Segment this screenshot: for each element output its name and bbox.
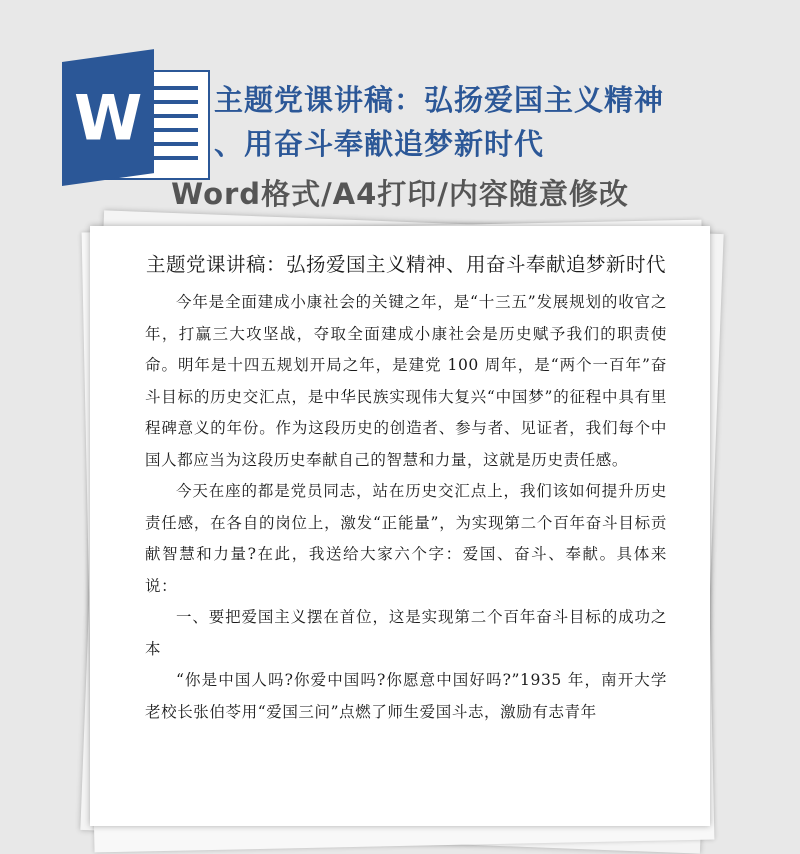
word-logo-block xyxy=(62,49,154,186)
banner-title-line2: 、用奋斗奉献追梦新时代 xyxy=(214,127,545,161)
document-paragraph: 今年是全面建成小康社会的关键之年，是“十三五”发展规划的收官之年，打赢三大攻坚战，夺取全面建成小康社会是历史赋予我们的职责使命。明年是十四五规划开局之年，是建党 100 周年，是“两个一百年”奋斗目标的历史交汇点，是中华民族实现伟大复兴“中国梦”的征程中具有里程碑意义的年份。作为这段历史的创造者、参与者、见证者，我们每个中国人都应当为这段历史奉献自己的智慧和力量，这就是历史责任感。 xyxy=(145,293,667,469)
banner-subtitle: Word格式/A4打印/内容随意修改 xyxy=(171,177,629,211)
word-logo-letter: W xyxy=(73,81,143,155)
document-paragraph: 今天在座的都是党员同志，站在历史交汇点上，我们该如何提升历史责任感，在各自的岗位上，激发“正能量”，为实现第二个百年奋斗目标贡献智慧和力量?在此，我送给大家六个字：爱国、奋斗、奉献。具体来说： xyxy=(145,482,667,595)
banner-title-line1: 主题党课讲稿：弘扬爱国主义精神 xyxy=(214,83,665,117)
document-title: 主题党课讲稿：弘扬爱国主义精神、用奋斗奉献追梦新时代 xyxy=(145,253,666,276)
document-paragraph: “你是中国人吗?你爱中国吗?你愿意中国好吗?”1935 年，南开大学老校长张伯苓用“爱国三问”点燃了师生爱国斗志，激励有志青年 xyxy=(145,671,667,721)
document-body xyxy=(145,248,667,728)
header-banner xyxy=(0,0,800,230)
word-document-icon xyxy=(62,62,212,182)
document-heading: 一、要把爱国主义摆在首位，这是实现第二个百年奋斗目标的成功之本 xyxy=(145,608,667,658)
document-page xyxy=(90,226,710,826)
